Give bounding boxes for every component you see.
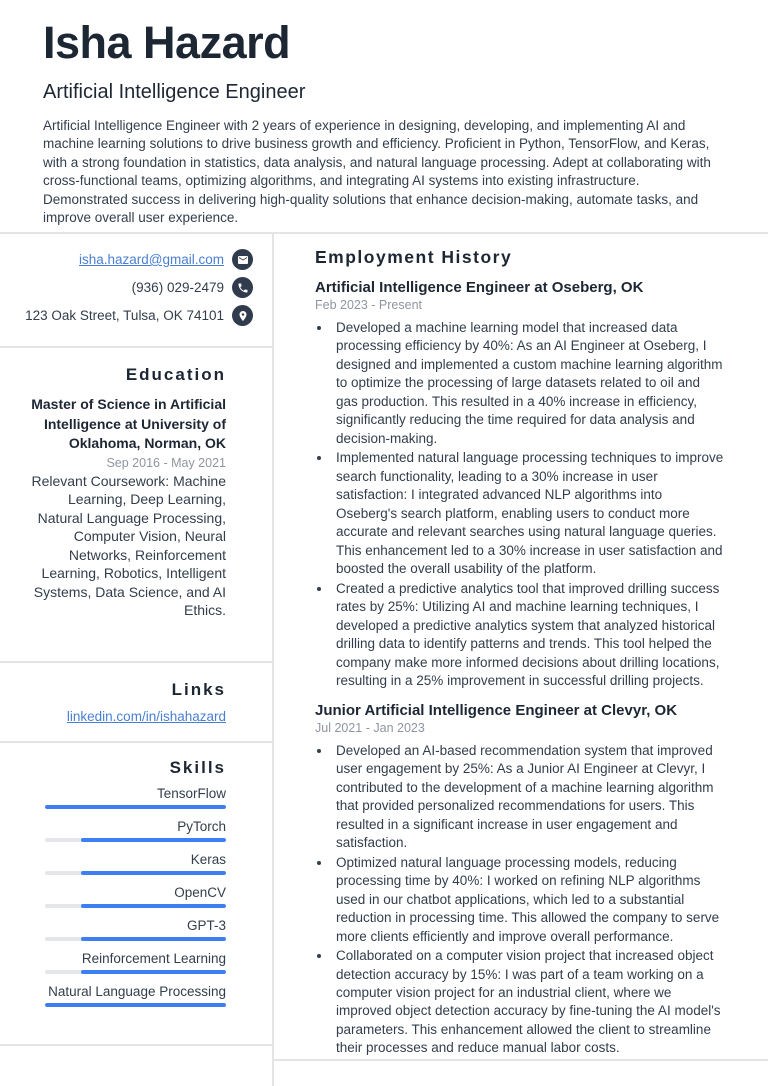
person-name: Isha Hazard: [43, 17, 291, 68]
job-title: Artificial Intelligence Engineer at Oseberg, OK: [315, 279, 644, 296]
employment-heading: Employment History: [315, 247, 513, 267]
sidebar: [0, 234, 272, 1086]
location-icon: [232, 305, 253, 326]
skill-level-fill: [45, 805, 226, 809]
job-entry: [315, 279, 725, 691]
education-section: [0, 348, 272, 661]
education-dates: Sep 2016 - May 2021: [106, 455, 226, 470]
employment-section: [274, 234, 768, 1059]
skill-level-bar: [45, 904, 226, 908]
skill-name: OpenCV: [174, 885, 226, 900]
skill-item: [45, 786, 226, 809]
skill-level-bar: [45, 805, 226, 809]
skill-level-bar: [45, 1003, 226, 1007]
job-title: Junior Artificial Intelligence Engineer at Clevyr, OK: [315, 701, 678, 719]
jobs-list: [315, 279, 725, 1058]
contact-row-address: [20, 305, 253, 326]
job-bullet: • Developed an AI-based recommendation system that improved user engagement by 25%: As a Junior AI Engineer at Clevyr, I contributed to the development of a machine learning algorithm that provided personalized recommendations for users. This resulted in a significant increase in user engagement and satisfaction.: [332, 742, 725, 853]
job-bullet: • Implemented natural language processing techniques to improve search functionality, leading to a 30% increase in user satisfaction: I integrated advanced NLP algorithms into Oseberg's search platform, enabling users to conduct more accurate and relevant searches using natural language queries. This enhancement led to a 30% increase in user satisfaction and boosted the overall usability of the platform.: [332, 449, 725, 578]
job-bullets: [315, 319, 725, 691]
links-section: [0, 663, 272, 741]
main-column: [274, 234, 768, 1086]
skill-name: Reinforcement Learning: [81, 951, 226, 966]
job-bullet: • Created a predictive analytics tool that improved drilling success rates by 25%: Utilizing AI and machine learning techniques, I developed a predictive analytics system that analyzed historical drilling data to identify patterns and trends. This tool helped the company make more informed decisions about drilling locations, resulting in a 25% improvement in successful drilling projects.: [332, 580, 725, 691]
skill-level-fill: [81, 838, 226, 842]
job-bullet: • Collaborated on a computer vision project that increased object detection accuracy by 15%: I was part of a team working on a computer vision project for an industrial client, where we improved object detection accuracy by fine-tuning the AI model's parameters. This enhancement allowed the client to streamline their processes and reduce manual labor costs.: [332, 947, 725, 1058]
skill-level-bar: [45, 838, 226, 842]
skill-level-fill: [81, 937, 226, 941]
skill-level-bar: [45, 970, 226, 974]
contact-section: [0, 234, 272, 346]
skill-level-fill: [81, 970, 226, 974]
skill-name: PyTorch: [177, 819, 226, 834]
contact-row-phone: [20, 277, 253, 298]
skill-level-bar: [45, 871, 226, 875]
education-degree: Master of Science in Artificial Intelligence at University of Oklahoma, Norman, OK: [31, 396, 226, 452]
skill-item: [45, 885, 226, 908]
skill-name: TensorFlow: [156, 786, 226, 801]
skill-name: Keras: [190, 852, 226, 867]
skill-item: [45, 918, 226, 941]
email-icon: [232, 249, 253, 270]
phone-number: (936) 029-2479: [131, 280, 224, 295]
linkedin-link[interactable]: linkedin.com/in/ishahazard: [66, 709, 226, 724]
job-dates: Jul 2021 - Jan 2023: [315, 720, 425, 735]
education-coursework: Relevant Coursework: Machine Learning, Deep Learning, Natural Language Processing, Computer Vision, Neural Networks, Reinforcement Learning, Robotics, Intelligent Systems, Data Science, and AI Ethics.: [31, 472, 226, 619]
sidebar-filler: [0, 1046, 272, 1086]
skill-name: Natural Language Processing: [48, 984, 226, 999]
skill-item: [45, 951, 226, 974]
job-entry: [315, 702, 725, 1058]
main-filler: [274, 1061, 768, 1086]
phone-icon: [232, 277, 253, 298]
content-columns: [0, 234, 768, 1086]
skill-level-fill: [45, 1003, 226, 1007]
skill-item: [45, 984, 226, 1007]
job-dates: Feb 2023 - Present: [315, 298, 423, 312]
skill-level-fill: [81, 904, 226, 908]
skills-list: [45, 786, 226, 1007]
profile-summary: Artificial Intelligence Engineer with 2 years of experience in designing, developing, and implementing AI and machine learning solutions to drive business growth and efficiency. Proficient in Python, TensorFlow, and Keras, with a strong foundation in statistics, data analysis, and natural language processing. Adept at collaborating with cross-functional teams, optimizing algorithms, and integrating AI systems into existing infrastructure. Demonstrated success in delivering high-quality solutions that enhance decision-making, automate tasks, and improve overall user experience.: [43, 118, 711, 225]
job-bullets: [315, 742, 725, 1058]
skills-section: [0, 743, 272, 1044]
resume-header: [0, 0, 768, 232]
email-link[interactable]: isha.hazard@gmail.com: [78, 252, 224, 267]
skill-level-bar: [45, 937, 226, 941]
person-job-title: Artificial Intelligence Engineer: [43, 81, 306, 104]
education-heading: Education: [125, 365, 226, 384]
skill-item: [45, 819, 226, 842]
skill-level-fill: [81, 871, 226, 875]
job-bullet: • Optimized natural language processing models, reducing processing time by 40%: I worked on refining NLP algorithms used in our chatbot applications, which led to a substantial reduction in processing time. This allowed the company to serve more clients efficiently and improve overall performance.: [332, 854, 725, 946]
links-heading: Links: [171, 680, 226, 699]
postal-address: 123 Oak Street, Tulsa, OK 74101: [25, 308, 224, 323]
skill-name: GPT-3: [186, 918, 226, 933]
skill-item: [45, 852, 226, 875]
job-bullet: • Developed a machine learning model that increased data processing efficiency by 40%: As an AI Engineer at Oseberg, I designed and implemented a custom machine learning algorithm to optimize the processing of large datasets related to oil and gas production. This resulted in a 40% increase in efficiency, significantly reducing the time required for data analysis and decision-making.: [332, 319, 725, 448]
skills-heading: Skills: [169, 758, 226, 777]
contact-row-email: [20, 249, 253, 270]
